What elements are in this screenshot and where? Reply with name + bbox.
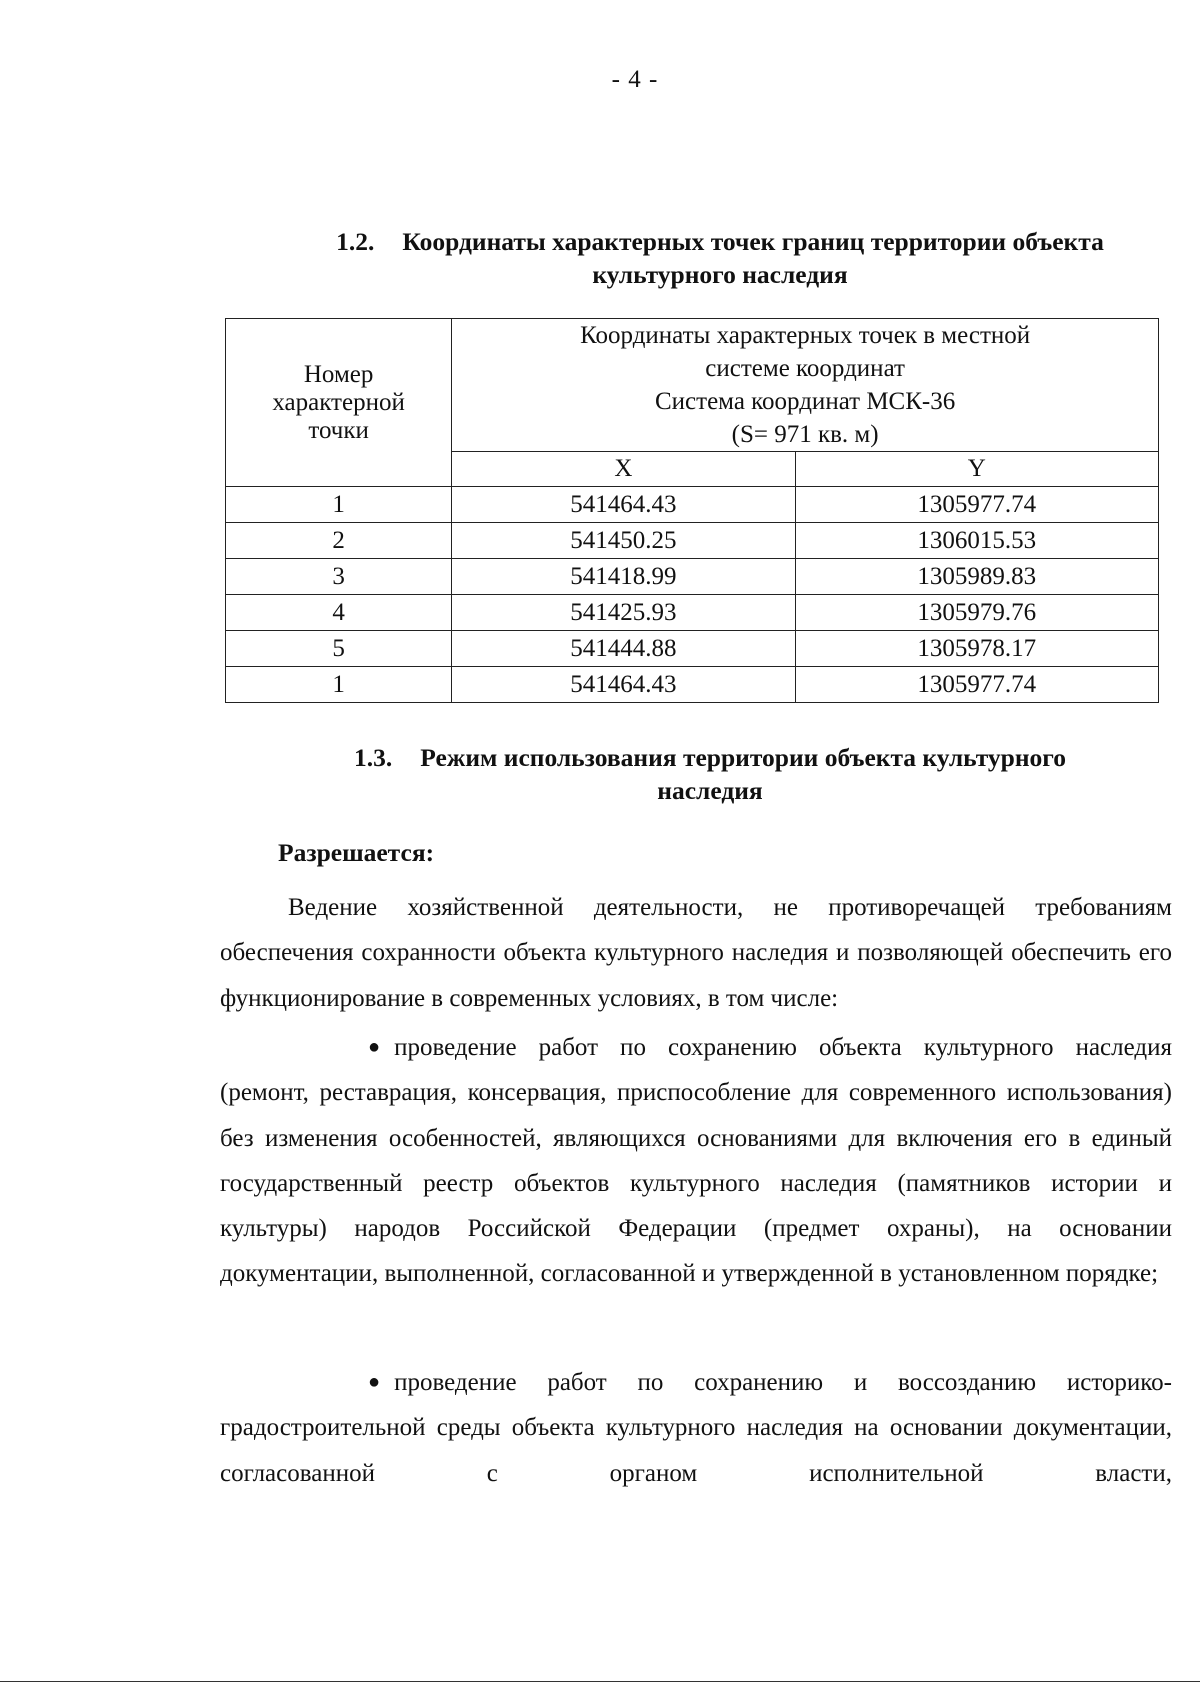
header-line: Система координат МСК-36 [655,388,956,415]
section-title-continued: наследия [657,776,763,805]
allowed-label: Разрешается: [278,838,435,867]
header-line: системе координат [705,355,905,382]
x-cell: 541425.93 [452,595,795,631]
y-cell: 1306015.53 [795,523,1158,559]
page-bottom-rule [0,1681,1200,1682]
page-number: - 4 - [611,66,659,93]
y-cell: 1305978.17 [795,631,1158,667]
bullet-item [220,1360,1172,1496]
point-cell: 1 [226,487,452,523]
coordinates-header [452,319,1159,452]
bullet-text: проведение работ по сохранению и воссозданию историко-градостроительной среды объекта культурного наследия на основании документации, согласованной с органом исполнительной власти, [220,1369,1172,1487]
y-cell: 1305989.83 [795,559,1158,595]
point-cell: 1 [226,667,452,703]
y-cell: 1305977.74 [795,667,1158,703]
section-title: Режим использования территории объекта культурного [420,743,1066,772]
point-cell: 2 [226,523,452,559]
y-cell: 1305979.76 [795,595,1158,631]
x-cell: 541464.43 [452,487,795,523]
table-row [226,523,1159,559]
bullet-icon: ● [368,1036,381,1058]
section-number: 1.2. [336,227,375,256]
point-cell: 4 [226,595,452,631]
section-number: 1.3. [354,743,393,772]
section-title: Координаты характерных точек границ территории объекта [402,227,1104,256]
table-row [226,595,1159,631]
table-row [226,631,1159,667]
paragraph-intro: Ведение хозяйственной деятельности, не противоречащей требованиям обеспечения сохранности объекта культурного наследия и позволяющей обеспечить его функционирование в современных условиях, в том числе: [220,894,1172,1012]
section-title-continued: культурного наследия [592,260,848,289]
header-line: Номер [303,360,374,388]
header-line: характерной [272,388,405,416]
y-column-header: Y [795,452,1158,487]
y-cell: 1305977.74 [795,487,1158,523]
section-heading-line-1 [290,741,1130,774]
x-cell: 541444.88 [452,631,795,667]
section-heading-line-1 [270,225,1170,258]
table-row [226,667,1159,703]
coordinates-table [225,318,1159,703]
table-row [226,487,1159,523]
point-cell: 5 [226,631,452,667]
bullet-text: проведение работ по сохранению объекта культурного наследия (ремонт, реставрация, консервация, приспособление для современного использования) без изменения особенностей, являющихся основаниями для включения его в единый государственный реестр объектов культурного наследия (памятников истории и культуры) народов Российской Федерации (предмет охраны), на основании документации, выполненной, согласованной и утвержденной в установленном порядке; [220,1034,1172,1288]
header-line: точки [308,416,369,444]
table-row [226,559,1159,595]
x-cell: 541450.25 [452,523,795,559]
section-heading-1-2 [270,225,1170,291]
x-column-header: X [452,452,795,487]
point-cell: 3 [226,559,452,595]
header-line: Координаты характерных точек в местной [580,322,1031,349]
section-heading-1-3 [290,741,1130,807]
bullet-icon: ● [368,1371,381,1393]
header-line: (S= 971 кв. м) [731,421,879,448]
bullet-item [220,1025,1172,1297]
x-cell: 541418.99 [452,559,795,595]
x-cell: 541464.43 [452,667,795,703]
point-number-header [226,319,452,487]
